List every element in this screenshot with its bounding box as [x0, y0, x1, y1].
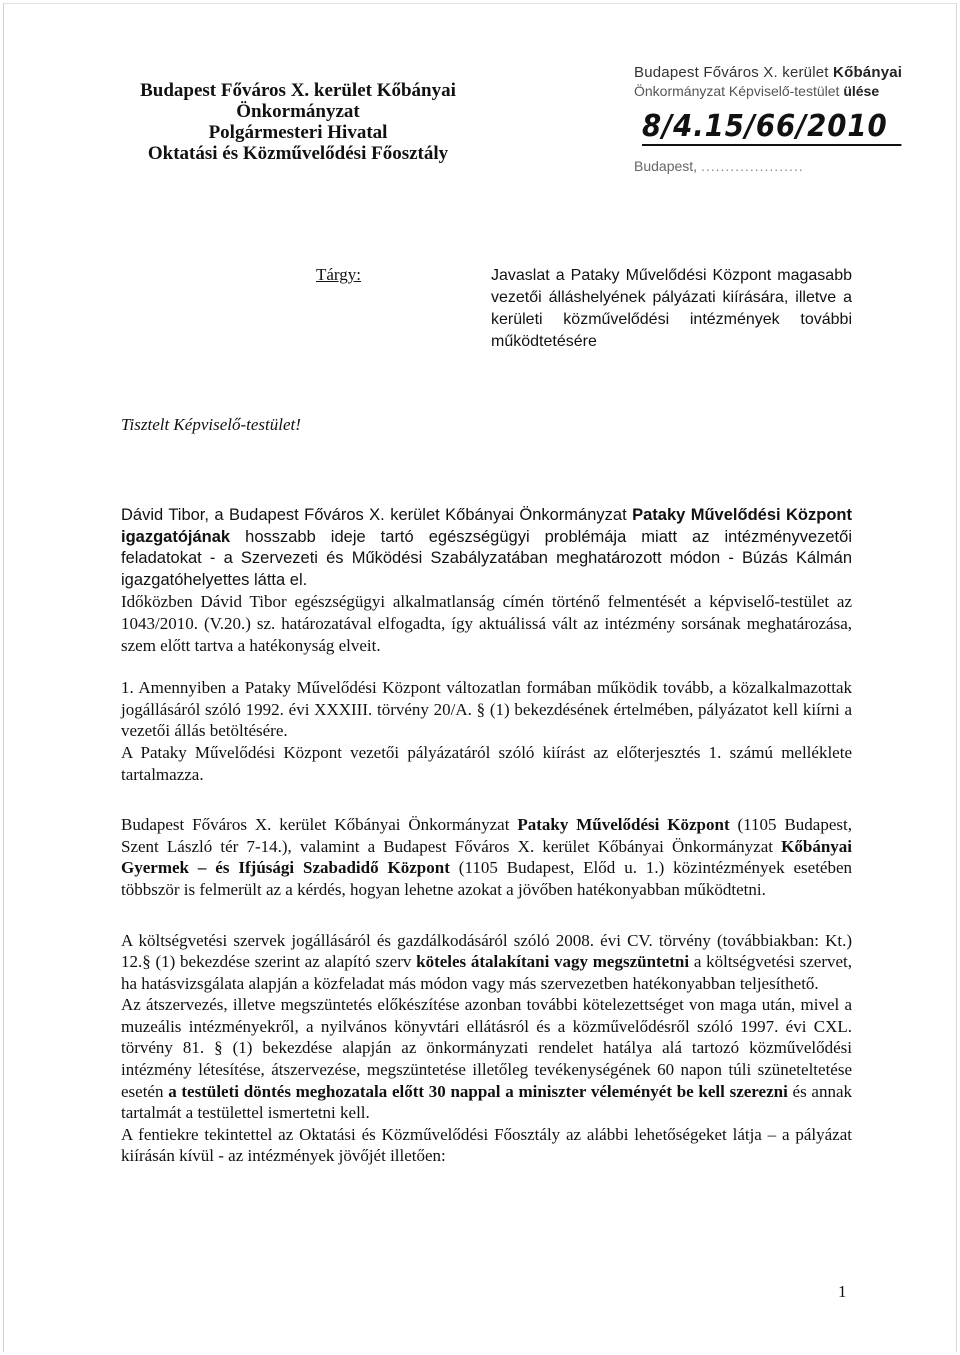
spacer	[121, 901, 852, 922]
sender-block	[118, 80, 478, 164]
letter-body	[121, 505, 852, 1167]
handwritten-file-number: 8/4.15/66/2010	[642, 110, 901, 146]
sender-line-1: Budapest Főváros X. kerület Kőbányai Önkormányzat	[140, 80, 456, 122]
stamp-line-1-bold: Kőbányai	[833, 64, 903, 81]
p1-text-a: Dávid Tibor, a Budapest Főváros X. kerület Kőbányai Önkormányzat	[121, 506, 633, 524]
p7-text-c: és annak tartalmát a testülettel ismertetni kell.	[121, 1081, 852, 1123]
paragraph-2: Időközben Dávid Tibor egészségügyi alkalmatlanság címén történő felmentését a képviselő-testület az 1043/2010. (V.20.) sz. határozatával elfogadta, így aktuálissá vált az intézmény sorsának meghatározása, szem előtt tartva a hatékonyság elveit.	[121, 592, 852, 655]
spacer	[121, 656, 852, 677]
stamp-line-1-text: Budapest Főváros X. kerület	[634, 64, 834, 81]
paragraph-4: A Pataky Művelődési Központ vezetői pályázatáról szóló kiírást az előterjesztés 1. számú melléklete tartalmazza.	[121, 742, 852, 784]
p7-bold: a testületi döntés meghozatala előtt 30 nappal a miniszter véleményét be kell szerezni	[168, 1081, 788, 1101]
stamp-line-1	[634, 64, 934, 82]
stamp-place-date	[634, 158, 934, 174]
p5-text-a: Budapest Főváros X. kerület Kőbányai Önkormányzat	[121, 815, 518, 835]
sender-line-2: Polgármesteri Hivatal	[208, 122, 388, 143]
stamp-line-2-text: Önkormányzat Képviselő-testület	[634, 83, 844, 99]
spacer	[121, 785, 852, 806]
spacer	[121, 806, 852, 814]
p6-bold: köteles átalakítani vagy megszüntetni	[416, 952, 690, 972]
paragraph-1	[121, 505, 852, 591]
paragraph-3: 1. Amennyiben a Pataky Művelődési Központ változatlan formában működik tovább, a közalkalmazottak jogállásáról szóló 1992. évi XXXIII. törvény 20/A. § (1) bekezdésének értelmében, pályázatot kell kiírni a vezetői állás betöltésére.	[121, 678, 852, 741]
paragraph-8: A fentiekre tekintettel az Oktatási és Közművelődési Főosztály az alábbi lehetőségeket látja – a pályázat kiírásán kívül - az intézmények jövőjét illetően:	[121, 1124, 852, 1166]
p6-text-c: a költségvetési szervet, ha hatásvizsgálata alapján a közfeladat más módon vagy más szervezetben hatékonyabban teljesíthető.	[121, 952, 852, 993]
p5-text-c: (1105 Budapest, Szent László tér 7-14.), valamint a Budapest Főváros X. kerület Kőbányai Önkormányzat	[121, 815, 852, 856]
salutation: Tisztelt Képviselő-testület!	[121, 415, 301, 434]
subject-label: Tárgy:	[316, 265, 362, 284]
p1-bold: Pataky Művelődési Központ igazgatójának	[121, 506, 852, 546]
sender-line-3: Oktatási és Közművelődési Főosztály	[147, 143, 449, 164]
stamp-place: Budapest,	[634, 158, 698, 174]
p5-text-e: (1105 Budapest, Előd u. 1.) közintézmények esetében többször is felmerült az a kérdés, hogyan lehetne azokat a jövőben hatékonyabban működtetni.	[121, 858, 853, 899]
stamp-line-2	[634, 82, 934, 100]
p7-text-a: Az átszervezés, illetve megszüntetés előkészítése azonban további kötelezettséget von maga után, mivel a muzeális intézményekről, a nyilvános könyvtári ellátásról és a közművelődésről szóló 1997. évi CXL. törvény 81. § (1) bekezdése alapján az önkormányzati rendelet hatálya alá tartozó közművelődési intézmény létesítése, átszervezése, megszüntetése illetőleg tevékenységének 60 napon túli szüneteltetése esetén	[121, 995, 852, 1101]
paragraph-7	[121, 994, 852, 1124]
p5-bold-d: Kőbányai Gyermek – és Ifjúsági Szabadidő Központ	[121, 836, 852, 878]
paragraph-5	[121, 814, 852, 900]
p5-bold-b: Pataky Művelődési Központ	[517, 815, 730, 835]
page-number: 1	[838, 1282, 847, 1301]
stamp-date-dots: .....................	[700, 158, 804, 174]
p6-text-a: A költségvetési szervek jogállásáról és gazdálkodásáról szóló 2008. évi CV. törvény (továbbiakban: Kt.) 12.§ (1) bekezdése szerint az alapító szerv	[121, 930, 852, 972]
subject-text: Javaslat a Pataky Művelődési Központ magasabb vezetői álláshelyének pályázati kiírására, illetve a kerületi közművelődési intézmények további működtetésére	[491, 267, 852, 350]
spacer	[121, 922, 852, 930]
registration-stamp	[634, 64, 934, 174]
intro-section	[121, 505, 852, 591]
p1-text-c: hosszabb ideje tartó egészségügyi problémája miatt az intézményvezetői feladatokat - a Szervezeti és Működési Szabályzatában meghatározott módon - Búzás Kálmán igazgatóhelyettes látta el.	[121, 527, 852, 589]
stamp-line-2-bold: ülése	[843, 83, 880, 99]
paragraph-6	[121, 930, 852, 995]
